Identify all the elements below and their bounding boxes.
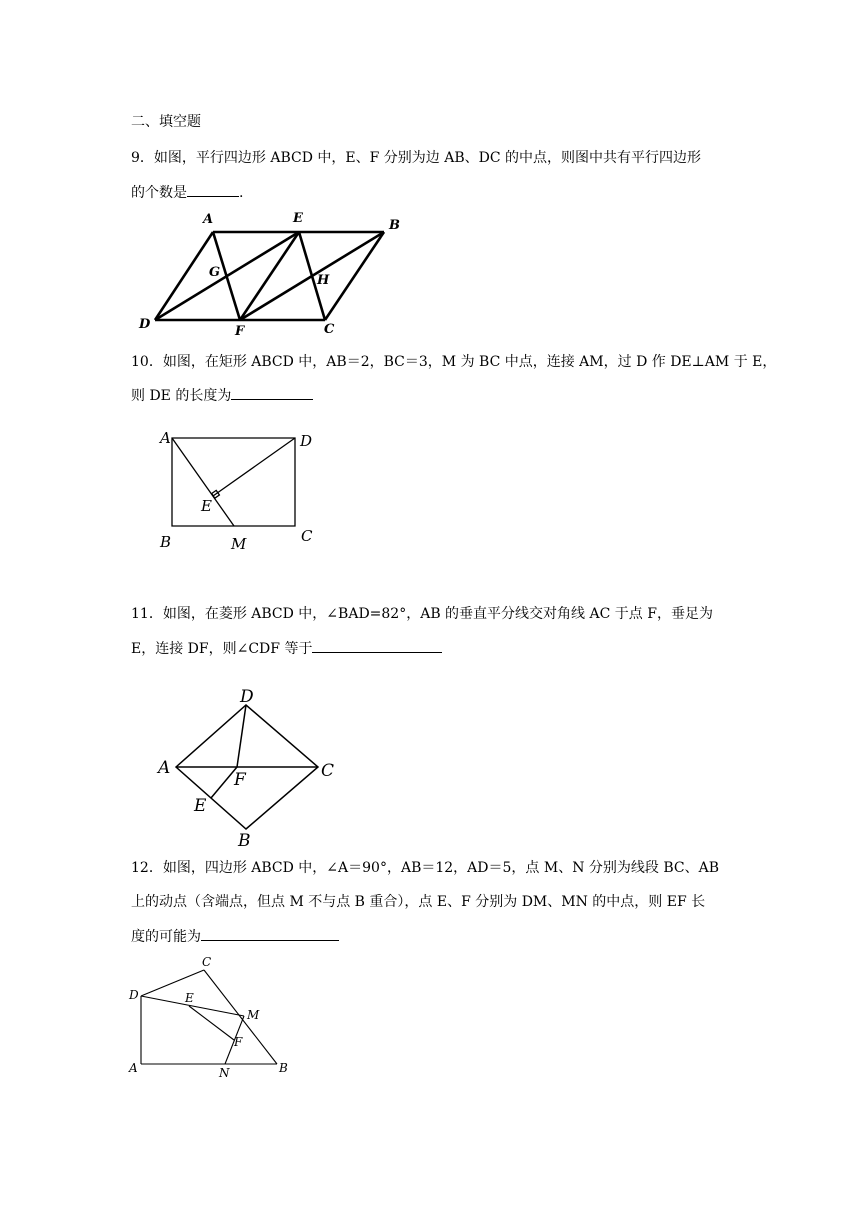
- q11-line1: 11．如图，在菱形 ABCD 中，∠BAD=82°，AB 的垂直平分线交对角线 AC 于点 F，垂足为: [131, 606, 713, 622]
- q12-label-a: A: [129, 1061, 138, 1075]
- q10-label-a: A: [160, 429, 171, 447]
- q10-line1: 10．如图，在矩形 ABCD 中，AB＝2，BC＝3，M 为 BC 中点，连接 AM，过 D 作 DE⊥AM 于 E，: [131, 354, 777, 370]
- q12-line3-text: 度的可能为: [131, 929, 201, 945]
- q10-label-c: C: [301, 527, 313, 545]
- q9-line2-text: 的个数是: [131, 185, 187, 201]
- q11-label-f: F: [234, 770, 246, 790]
- q9-line2-end: .: [239, 185, 244, 201]
- section-title: 二、填空题: [131, 114, 201, 130]
- q9-label-g: G: [209, 265, 221, 280]
- q12-edge-dc: [141, 970, 204, 996]
- q11-label-c: C: [321, 761, 335, 781]
- q12-label-b: B: [279, 1061, 288, 1075]
- q11-line2-text: E，连接 DF，则∠CDF 等于: [131, 641, 313, 657]
- q12-segment-ef: [189, 1006, 234, 1040]
- q11-label-e: E: [194, 796, 207, 816]
- q10-label-b: B: [160, 533, 172, 551]
- q10-label-m: M: [231, 535, 247, 553]
- q12-label-m: M: [247, 1008, 260, 1022]
- q9-label-e: E: [293, 211, 303, 226]
- q9-label-b: B: [389, 218, 400, 233]
- q9-label-f: F: [235, 324, 245, 339]
- q10-label-d: D: [300, 432, 313, 450]
- q12-label-f: F: [234, 1035, 243, 1049]
- q12-line1: 12．如图，四边形 ABCD 中，∠A＝90°，AB＝12，AD＝5，点 M、N 分别为线段 BC、AB: [131, 860, 720, 876]
- q12-label-n: N: [219, 1066, 230, 1080]
- q12-edge-cb: [204, 970, 277, 1064]
- q11-label-b: B: [238, 831, 251, 851]
- q12-line2: 上的动点（含端点，但点 M 不与点 B 重合），点 E、F 分别为 DM、MN 的中点，则 EF 长: [131, 894, 706, 910]
- q12-label-e: E: [185, 991, 194, 1005]
- q12-label-c: C: [202, 955, 212, 969]
- q9-label-a: A: [203, 212, 214, 227]
- q9-label-c: C: [324, 322, 335, 337]
- q10-label-e: E: [201, 497, 212, 515]
- q9-label-d: D: [139, 317, 151, 332]
- q10-line2-text: 则 DE 的长度为: [131, 388, 232, 404]
- q11-label-a: A: [158, 758, 171, 778]
- q9-line1: 9．如图，平行四边形 ABCD 中，E、F 分别为边 AB、DC 的中点，则图中共有平行四边形: [131, 150, 702, 166]
- q9-label-h: H: [317, 273, 330, 288]
- q11-label-d: D: [240, 687, 254, 707]
- q12-label-d: D: [129, 988, 139, 1002]
